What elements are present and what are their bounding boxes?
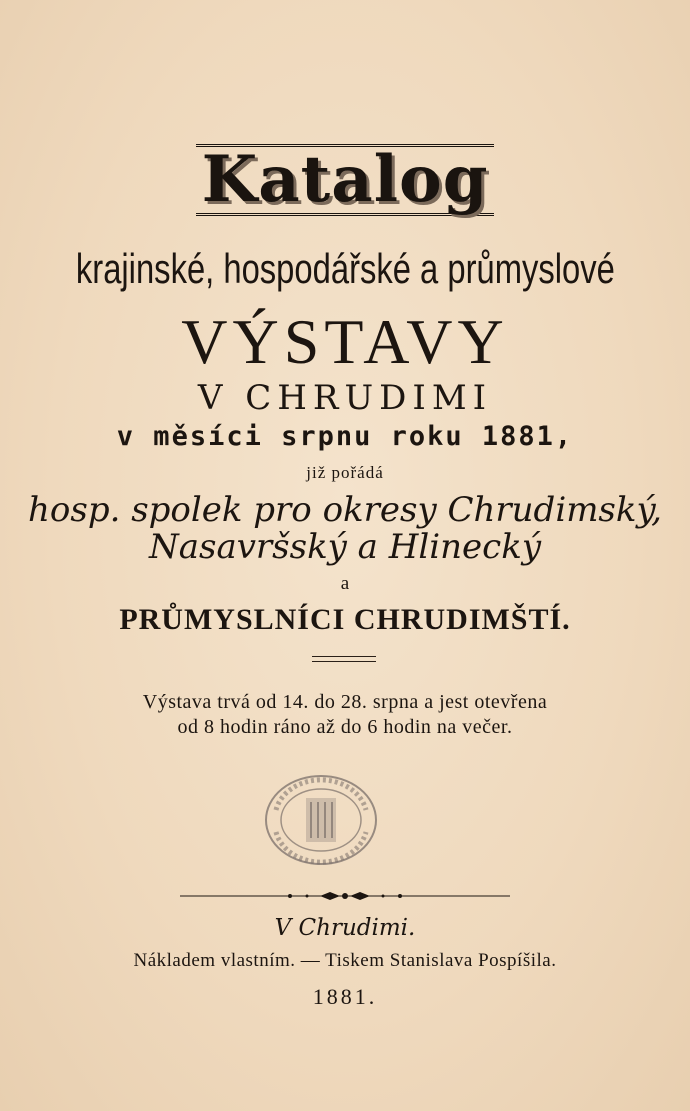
organizer-line-3: PRŮMYSLNÍCI CHRUDIMŠTÍ. — [119, 603, 571, 636]
organizer-line-2: Nasavršský a Hlinecký — [148, 527, 542, 567]
opening-hours-line-2: od 8 hodin ráno až do 6 hodin na večer. — [177, 716, 513, 738]
exhibition-heading: VÝSTAVY — [181, 306, 509, 377]
catalog-title — [0, 142, 690, 217]
ornament-divider — [180, 886, 510, 906]
library-stamp-icon — [262, 772, 380, 868]
catalog-subtitle: krajinské, hospodářské a průmyslové — [75, 245, 615, 292]
publication-place: V Chrudimi. — [274, 915, 416, 941]
library-stamp — [262, 772, 380, 868]
organizer-line-1: hosp. spolek pro okresy Chrudimský, — [28, 490, 662, 530]
double-rule-divider — [312, 656, 376, 662]
conjunction: a — [340, 573, 350, 594]
organizer-intro: již pořádá — [306, 463, 384, 482]
publication-year: 1881. — [312, 984, 378, 1009]
catalog-title-text: Katalog — [196, 144, 495, 216]
publisher-line: Nákladem vlastním. — Tiskem Stanislava Pospíšila. — [133, 950, 557, 971]
location-heading: V CHRUDIMI — [197, 378, 493, 418]
date-line: v měsíci srpnu roku 1881, — [116, 421, 574, 452]
opening-hours-line-1: Výstava trvá od 14. do 28. srpna a jest otevřena — [142, 691, 548, 713]
